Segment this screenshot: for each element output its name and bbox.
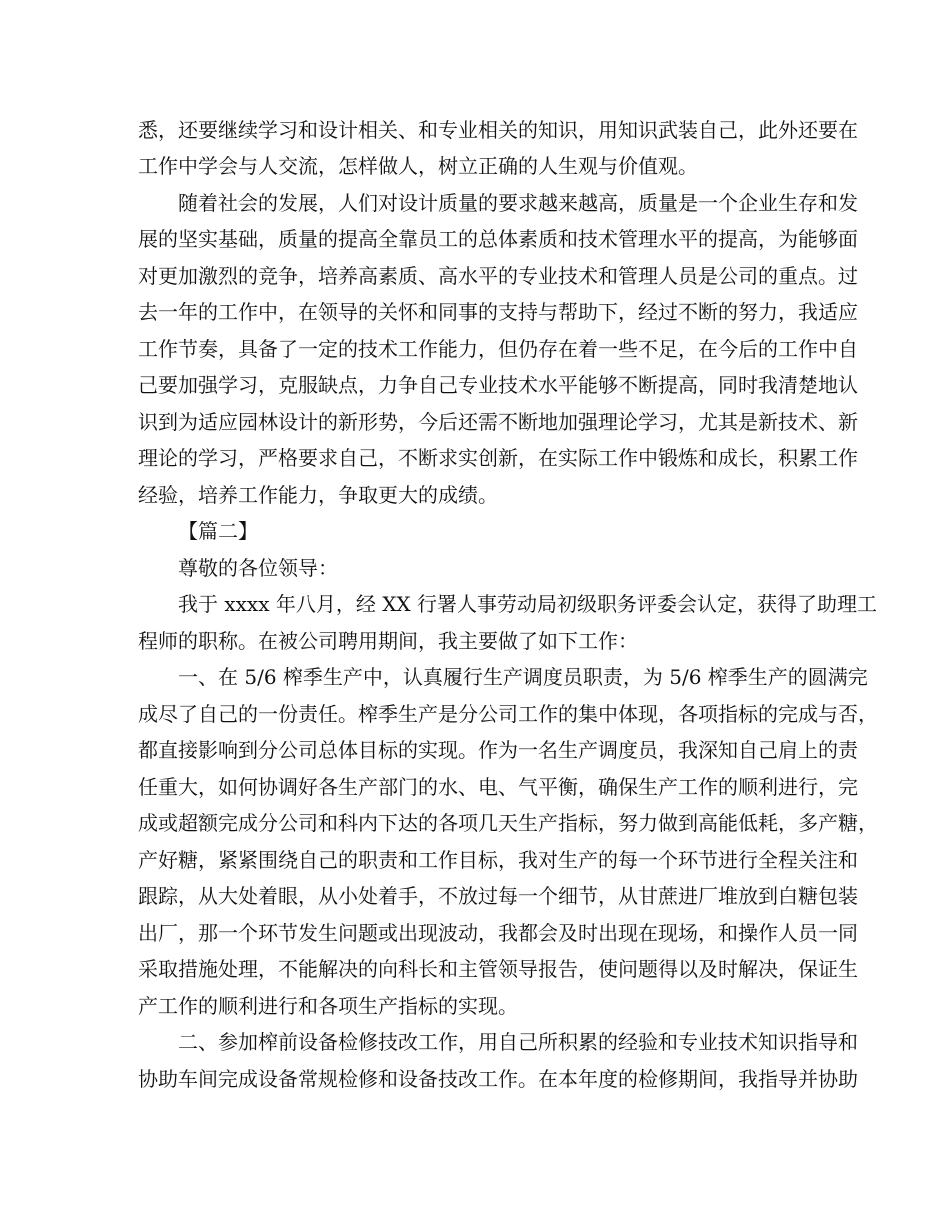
body-text-line: 出厂，那一个环节发生问题或出现波动，我都会及时出现在现场，和操作人员一同 (138, 921, 858, 945)
body-text-line: 经验，培养工作能力，争取更大的成绩。 (138, 483, 498, 507)
body-text-line: 跟踪，从大处着眼，从小处着手，不放过每一个细节，从甘蔗进厂堆放到白糖包装 (138, 884, 858, 908)
body-text-line: 成尽了自己的一份责任。榨季生产是分公司工作的集中体现，各项指标的完成与否， (138, 702, 878, 726)
body-text-line: 理论的学习，严格要求自己，不断求实创新，在实际工作中锻炼和成长，积累工作 (138, 446, 858, 470)
paragraph-start-line: 随着社会的发展，人们对设计质量的要求越来越高，质量是一个企业生存和发 (178, 191, 858, 215)
body-text-line: 己要加强学习，克服缺点，力争自己专业技术水平能够不断提高，同时我清楚地认 (138, 373, 858, 397)
body-text-line: 对更加激烈的竞争，培养高素质、高水平的专业技术和管理人员是公司的重点。过 (138, 264, 858, 288)
body-text-line: 成或超额完成分公司和科内下达的各项几天生产指标，努力做到高能低耗，多产糖， (138, 811, 878, 835)
body-text-line: 协助车间完成设备常规检修和设备技改工作。在本年度的检修期间，我指导并协助 (138, 1067, 858, 1091)
paragraph-start-line: 我于 xxxx 年八月，经 XX 行署人事劳动局初级职务评委会认定，获得了助理工 (178, 592, 878, 616)
section-heading: 【篇二】 (178, 519, 258, 543)
body-text-line: 去一年的工作中，在领导的关怀和同事的支持与帮助下，经过不断的努力，我适应 (138, 300, 858, 324)
body-text-line: 识到为适应园林设计的新形势，今后还需不断地加强理论学习，尤其是新技术、新 (138, 410, 858, 434)
body-text-line: 任重大，如何协调好各生产部门的水、电、气平衡，确保生产工作的顺利进行，完 (138, 775, 858, 799)
body-text-line: 产工作的顺利进行和各项生产指标的实现。 (138, 994, 518, 1018)
paragraph-start-line: 一、在 5/6 榨季生产中，认真履行生产调度员职责，为 5/6 榨季生产的圆满完 (178, 665, 868, 689)
paragraph-start-line: 二、参加榨前设备检修技改工作，用自己所积累的经验和专业技术知识指导和 (178, 1030, 858, 1054)
body-text-line: 工作节奏，具备了一定的技术工作能力，但仍存在着一些不足，在今后的工作中自 (138, 337, 858, 361)
salutation: 尊敬的各位领导： (178, 556, 338, 580)
body-text-line: 悉，还要继续学习和设计相关、和专业相关的知识，用知识武装自己，此外还要在 (138, 118, 858, 142)
body-text-line: 产好糖，紧紧围绕自己的职责和工作目标，我对生产的每一个环节进行全程关注和 (138, 848, 858, 872)
body-text-line: 工作中学会与人交流，怎样做人，树立正确的人生观与价值观。 (138, 154, 698, 178)
body-text-line: 程师的职称。在被公司聘用期间，我主要做了如下工作： (138, 629, 638, 653)
body-text-line: 展的坚实基础，质量的提高全靠员工的总体素质和技术管理水平的提高，为能够面 (138, 227, 858, 251)
body-text-line: 采取措施处理，不能解决的向科长和主管领导报告，使问题得以及时解决，保证生 (138, 957, 858, 981)
body-text-line: 都直接影响到分公司总体目标的实现。作为一名生产调度员，我深知自己肩上的责 (138, 738, 858, 762)
